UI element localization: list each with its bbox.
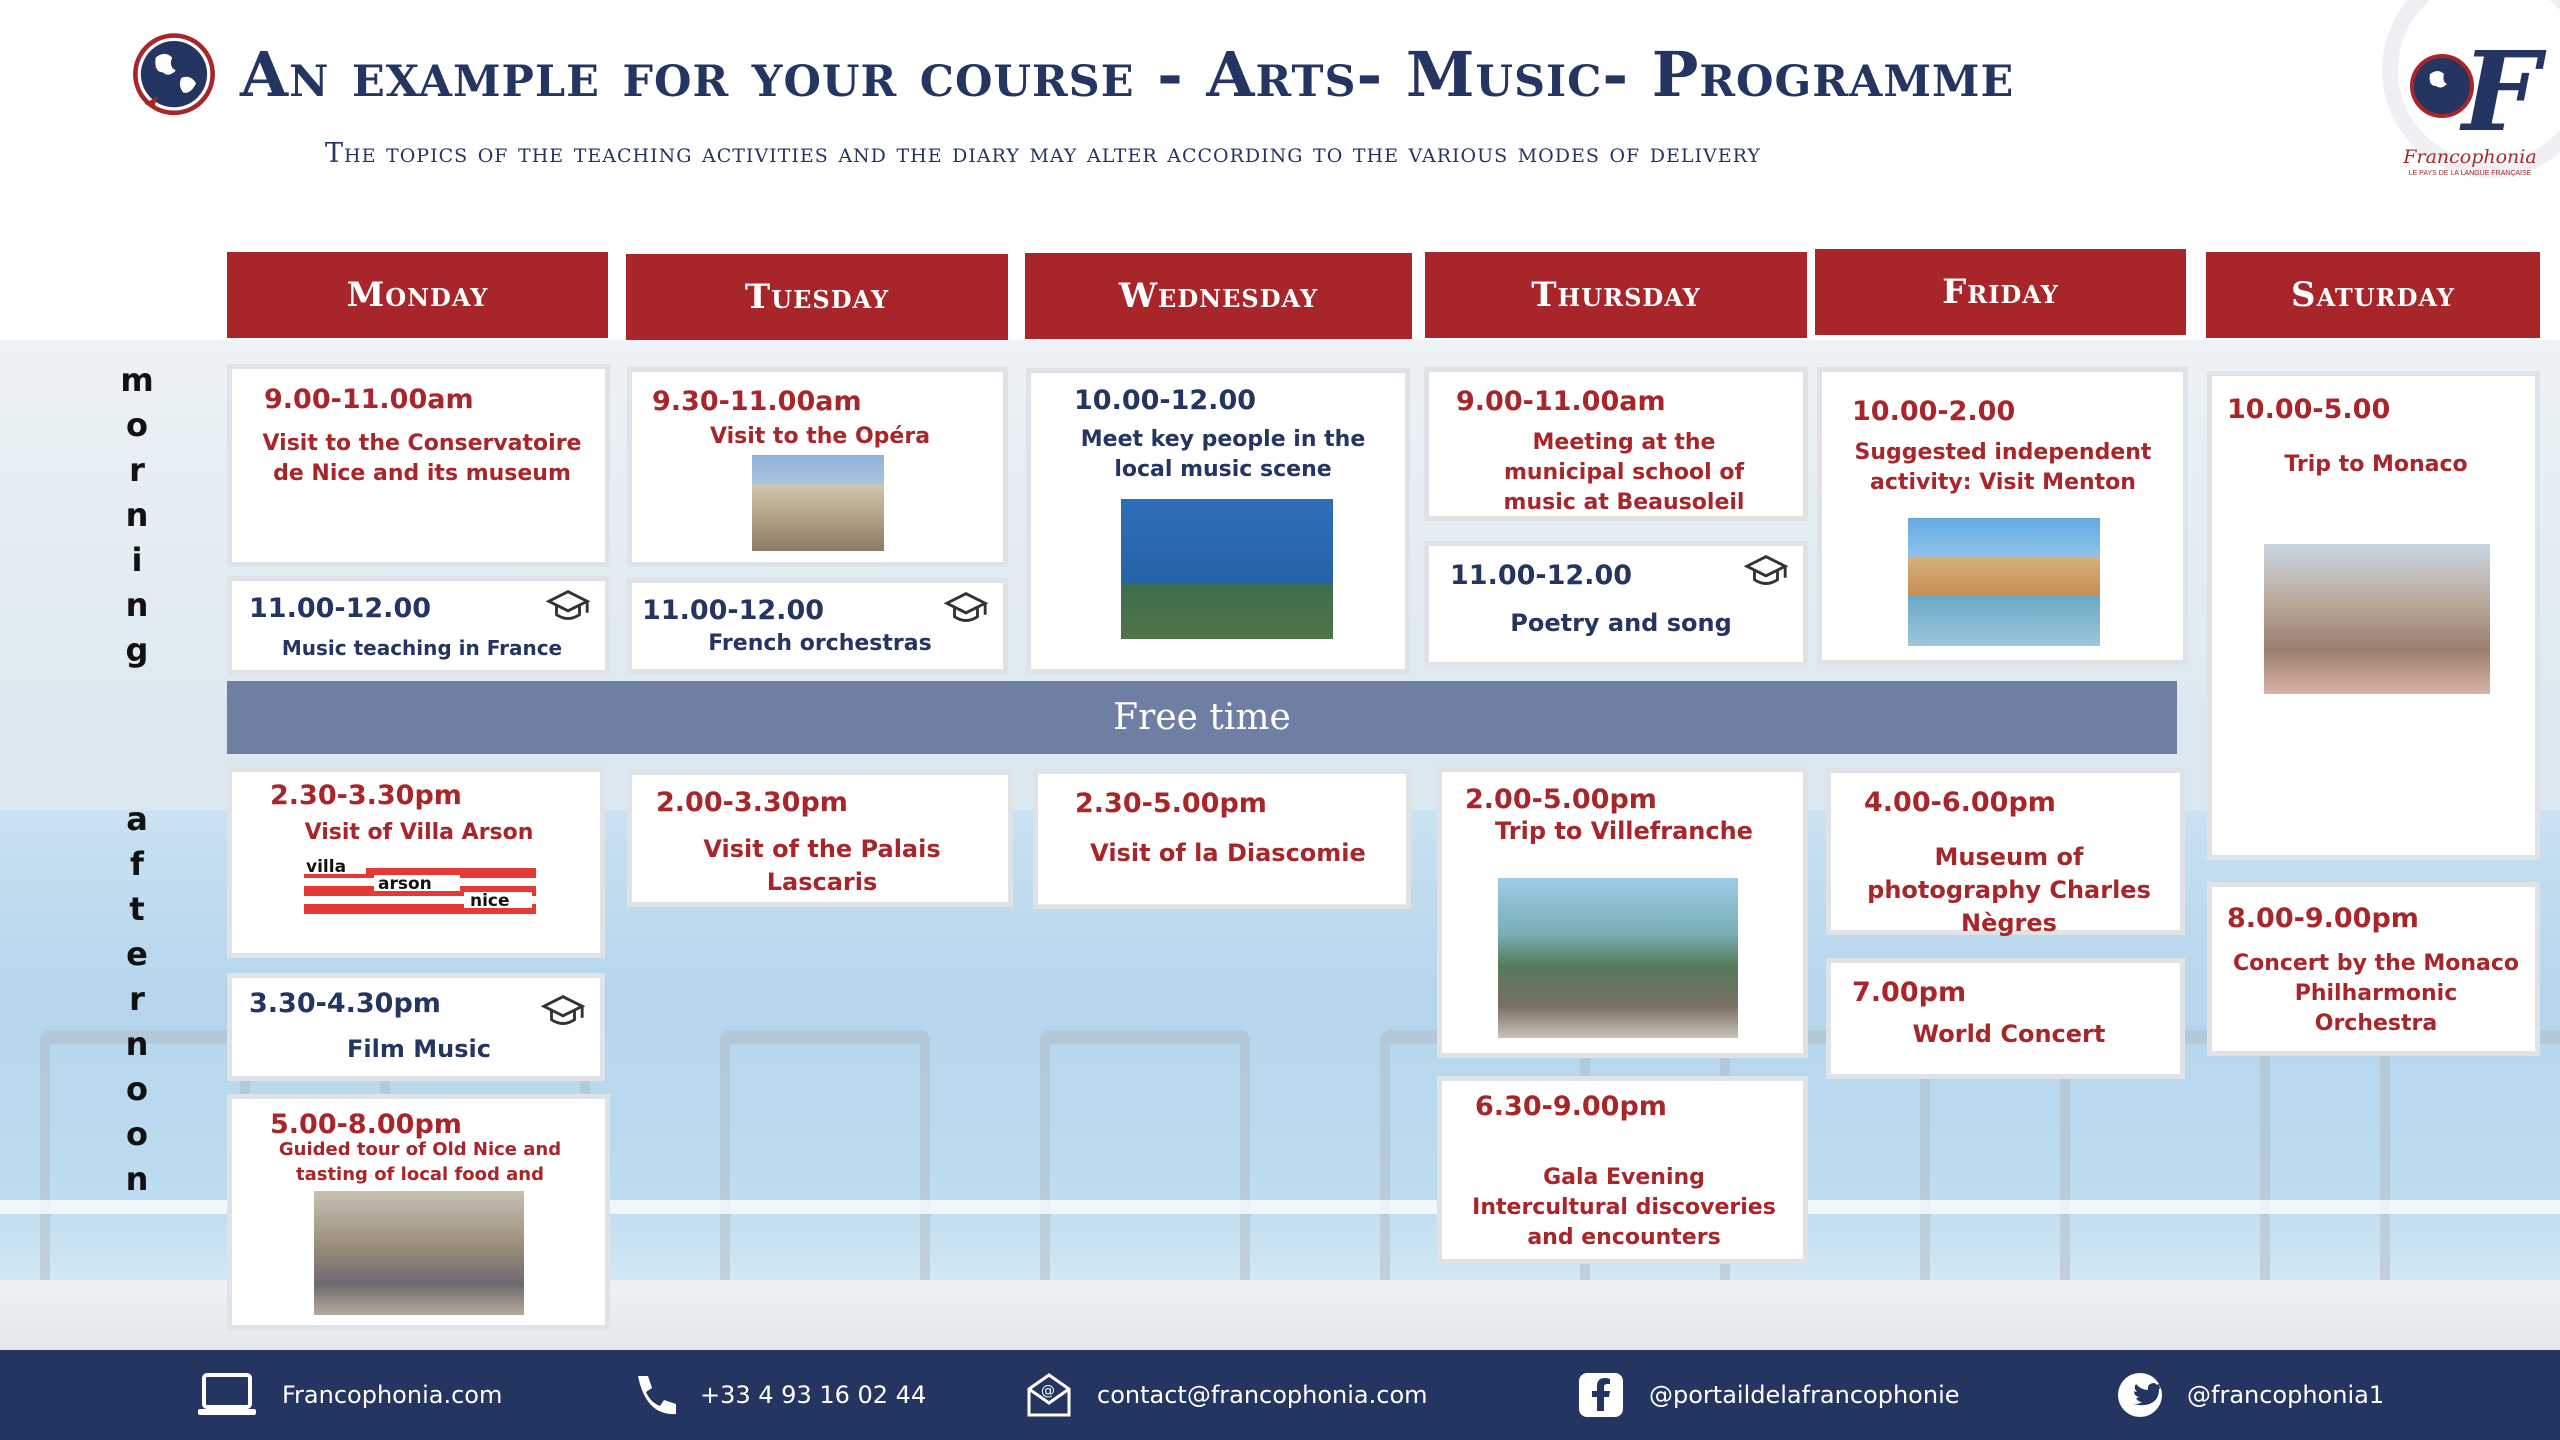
activity-time: 9.00-11.00am: [264, 384, 474, 415]
graduation-cap-icon: [540, 992, 586, 1032]
graduation-cap-icon: [1743, 552, 1789, 592]
activity-title: Suggested independent activity: Visit Menton: [1854, 440, 2152, 495]
villefranche-photo: [1498, 878, 1738, 1038]
day-header-monday: Monday: [227, 252, 608, 338]
twitter-handle[interactable]: @francophonia1: [2187, 1381, 2385, 1409]
day-header-saturday: Saturday: [2206, 252, 2540, 338]
footer-website[interactable]: [196, 1350, 502, 1440]
twitter-icon: [2117, 1372, 2163, 1418]
brand-name: Francophonia: [2403, 146, 2537, 168]
day-header-friday: Friday: [1815, 249, 2186, 335]
activity-card: [2207, 882, 2540, 1056]
svg-text:nice: nice: [470, 891, 510, 911]
globe-icon: [128, 30, 220, 122]
activity-time: 3.30-4.30pm: [249, 988, 441, 1019]
activity-time: 10.00-5.00: [2227, 394, 2391, 425]
activity-card: [627, 578, 1008, 674]
activity-card: [1826, 768, 2185, 935]
svg-text:@: @: [1041, 1383, 1055, 1399]
contact-footer: [0, 1350, 2560, 1440]
footer-phone[interactable]: [630, 1350, 926, 1440]
olive-tree-sea-photo: [1121, 499, 1333, 639]
page-title: An example for your course - Arts- Music- Programme: [240, 38, 2015, 111]
activity-card: [1817, 367, 2188, 665]
activity-time: 2.00-5.00pm: [1465, 784, 1657, 815]
activity-title: Trip to Villefranche: [1495, 817, 1753, 845]
email-link[interactable]: contact@francophonia.com: [1097, 1381, 1428, 1409]
activity-card: [627, 770, 1013, 907]
menton-photo: [1908, 518, 2100, 646]
activity-time: 11.00-12.00: [249, 593, 432, 624]
activity-card: [1026, 368, 1410, 674]
activity-card: [1437, 767, 1808, 1058]
activity-time: 8.00-9.00pm: [2227, 903, 2419, 934]
francophonia-logo: [2340, 0, 2560, 220]
activity-time: 9.00-11.00am: [1456, 386, 1666, 417]
activity-card: [627, 367, 1008, 567]
phone-icon: [630, 1372, 676, 1418]
svg-text:arson: arson: [378, 874, 432, 894]
activity-title: Meeting at the municipal school of music at Beausoleil: [1503, 430, 1745, 515]
morning-label: m o r n i n g: [120, 361, 154, 669]
activity-title: Concert by the Monaco Philharmonic Orchestra: [2232, 951, 2520, 1036]
brand-tagline: LE PAYS DE LA LANGUE FRANÇAISE: [2408, 170, 2532, 177]
activity-title: Visit of the Palais Lascaris: [703, 835, 941, 896]
svg-text:villa: villa: [306, 858, 347, 877]
activity-time: 6.30-9.00pm: [1475, 1091, 1667, 1122]
activity-title: Music teaching in France: [281, 636, 563, 660]
graduation-cap-icon: [545, 587, 591, 627]
activity-card: [1033, 769, 1411, 909]
activity-title: Guided tour of Old Nice and tasting of local food and: [278, 1139, 562, 1185]
day-header-wednesday: Wednesday: [1025, 253, 1412, 339]
footer-facebook[interactable]: [1577, 1350, 1960, 1440]
activity-time: 10.00-12.00: [1074, 385, 1257, 416]
afternoon-label: a f t e r n o o n: [125, 800, 149, 1198]
activity-time: 10.00-2.00: [1852, 396, 2016, 427]
activity-time: 2.30-3.30pm: [270, 780, 462, 811]
activity-title: World Concert: [1912, 1020, 2106, 1048]
activity-time: 4.00-6.00pm: [1864, 787, 2056, 818]
activity-card: [227, 364, 610, 567]
activity-card: [227, 1094, 610, 1330]
activity-title: Visit to the Opéra: [709, 424, 931, 449]
activity-title: French orchestras: [708, 631, 932, 656]
activity-card: [2207, 371, 2540, 860]
activity-time: 5.00-8.00pm: [270, 1109, 462, 1140]
graduation-cap-icon: [943, 589, 989, 629]
activity-time: 11.00-12.00: [642, 595, 825, 626]
phone-number[interactable]: +33 4 93 16 02 44: [700, 1381, 927, 1409]
activity-title: Meet key people in the local music scene: [1080, 427, 1366, 482]
day-header-tuesday: Tuesday: [626, 254, 1008, 340]
free-time-bar: Free time: [227, 681, 2177, 754]
activity-card: [1424, 367, 1808, 521]
villa-arson-logo: [304, 858, 536, 922]
activity-card: [1826, 958, 2185, 1079]
footer-email[interactable]: [1025, 1350, 1428, 1440]
activity-title: Museum of photography Charles Nègres: [1867, 843, 2151, 937]
day-header-thursday: Thursday: [1425, 252, 1807, 338]
activity-time: 2.30-5.00pm: [1075, 788, 1267, 819]
activity-time: 11.00-12.00: [1450, 560, 1633, 591]
facebook-handle[interactable]: @portaildelafrancophonie: [1649, 1381, 1960, 1409]
website-link[interactable]: Francophonia.com: [282, 1381, 503, 1409]
activity-title: Visit of Villa Arson: [304, 820, 534, 845]
activity-title: Poetry and song: [1510, 609, 1732, 637]
activity-time: 7.00pm: [1852, 977, 1967, 1008]
activity-time: 2.00-3.30pm: [656, 787, 848, 818]
activity-card: [1424, 541, 1808, 667]
footer-twitter[interactable]: [2117, 1350, 2384, 1440]
activity-title: Film Music: [347, 1035, 491, 1063]
activity-card: [227, 576, 610, 675]
activity-title: Visit to the Conservatoire de Nice and its museum: [262, 431, 582, 486]
facebook-icon: [1577, 1371, 1625, 1419]
laptop-icon: [196, 1371, 258, 1419]
email-icon: [1025, 1371, 1073, 1419]
monaco-photo: [2264, 544, 2490, 694]
activity-card: [227, 973, 605, 1081]
svg-text:F: F: [2462, 27, 2541, 156]
activity-time: 9.30-11.00am: [652, 386, 862, 417]
opera-photo: [752, 455, 884, 551]
activity-title: Gala Evening Intercultural discoveries and encounters: [1472, 1165, 1776, 1250]
page-subtitle: The topics of the teaching activities and the diary may alter according to the various modes of delivery: [325, 138, 1761, 169]
old-nice-tour-photo: [314, 1191, 524, 1315]
activity-card: [1437, 1076, 1808, 1264]
activity-title: Visit of la Diascomie: [1090, 839, 1366, 867]
activity-title: Trip to Monaco: [2284, 452, 2468, 477]
